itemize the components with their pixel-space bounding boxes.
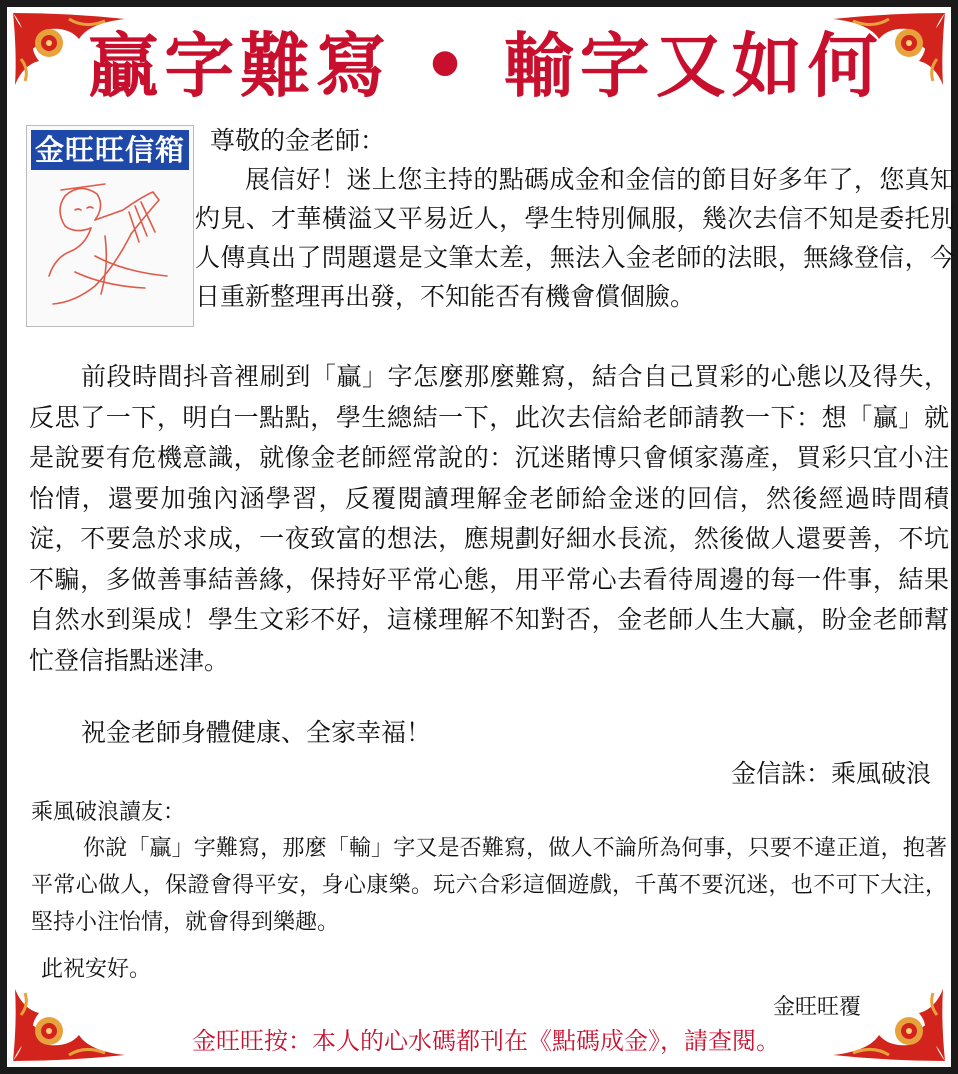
- letter-signature: 金信誅：乘風破浪: [730, 759, 931, 788]
- mailbox-column-logo: [26, 125, 194, 327]
- letter-wish: 祝金老師身體健康、全家幸福！: [81, 718, 432, 747]
- letter-salutation: 尊敬的金老師：: [210, 126, 386, 155]
- reply-closing: 此祝安好。: [41, 957, 152, 982]
- reply-salutation: 乘風破浪讀友：: [31, 800, 186, 825]
- page-title: 贏字難寫 • 輸字又如何: [88, 24, 884, 107]
- letter-body-paragraph: 前段時間抖音裡刷到「贏」字怎麼那麼難寫，結合自己買彩的心態以及得失，反思了一下，明白一點點，學生總結一下，此次去信給老師請教一下：想「贏」就是說要有危機意識，就像金老師經常說的：沉迷賭博只會傾家蕩產，買彩只宜小注怡情，還要加強內涵學習，反覆閱讀理解金老師給金迷的回信，然後經過時間積淀，不要急於求成，一夜致富的想法，應規劃好細水長流，然後做人還要善，不坑不騙，多做善事結善緣，保持好平常心態，用平常心去看待周邊的每一件事，結果自然水到渠成！學生文彩不好，這樣理解不知對否，金老師人生大贏，盼金老師幫忙登信指點迷津。: [29, 362, 949, 675]
- reply-signature: 金旺旺覆: [772, 995, 861, 1020]
- mailbox-label: 金旺旺信箱: [31, 130, 189, 170]
- reply-body-paragraph: 你說「贏」字難寫，那麼「輸」字又是否難寫，做人不論所為何事，只要不違正道，抱著平常心做人，保證會得平安，身心康樂。玩六合彩這個遊戲，千萬不要沉迷，也不可下大注，堅持小注怡情，就會得到樂趣。: [31, 836, 947, 935]
- letter-intro-paragraph: 展信好！迷上您主持的點碼成金和金信的節目好多年了，您真知灼見、才華橫溢又平易近人，學生特別佩服，幾次去信不知是委托別人傳真出了問題還是文筆太差，無法入金老師的法眼，無緣登信，今日重新整理再出發，不知能否有機會償個臉。: [195, 165, 955, 311]
- footnote: 金旺旺按：本人的心水碼都刊在《點碼成金》，請查閱。: [192, 1027, 780, 1055]
- sketch-portrait-icon: [35, 176, 185, 321]
